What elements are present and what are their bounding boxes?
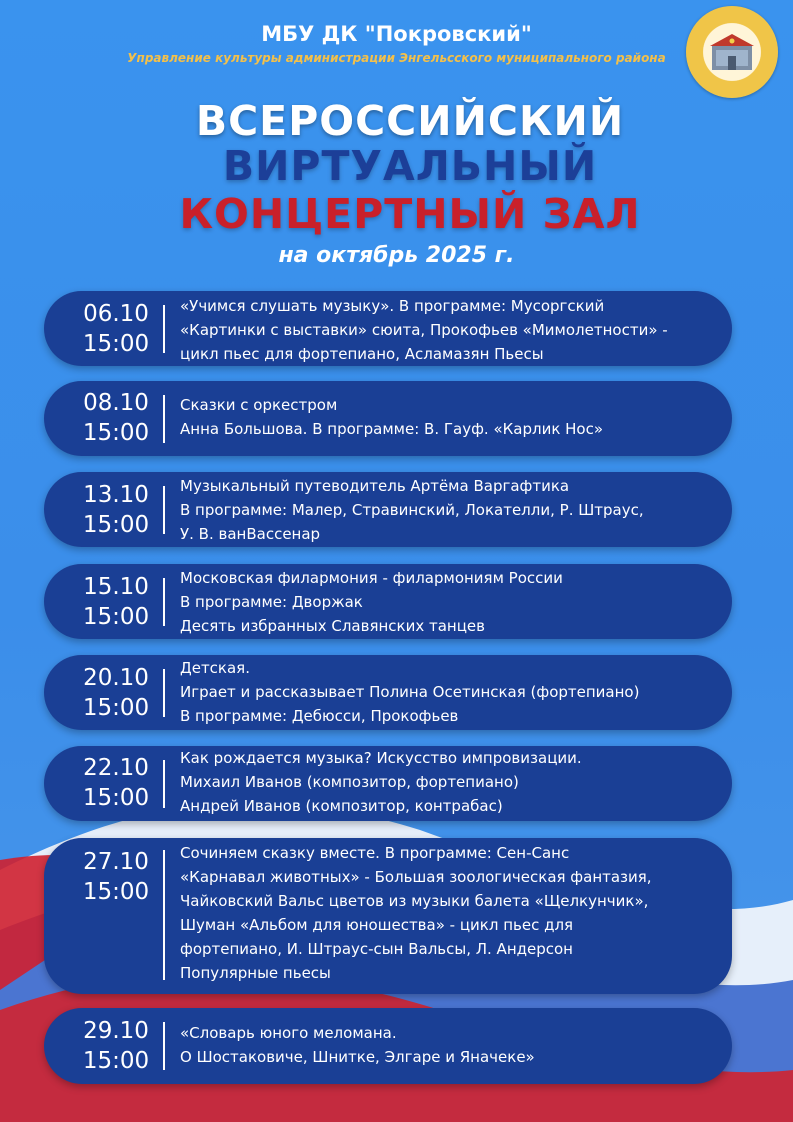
divider <box>163 760 165 808</box>
event-card <box>44 564 732 639</box>
event-time: 15:00 <box>82 604 150 630</box>
event-line: Андрей Иванов (композитор, контрабас) <box>180 797 503 815</box>
event-datetime <box>80 753 152 813</box>
title-line-1: ВСЕРОССИЙСКИЙ <box>195 97 625 145</box>
organization-name: МБУ ДК "Покровский" <box>261 22 532 46</box>
event-line: «Словарь юного меломана. <box>180 1024 397 1042</box>
event-line: В программе: Дворжак <box>180 593 363 611</box>
event-line: Популярные пьесы <box>180 964 331 982</box>
event-line: В программе: Малер, Стравинский, Локателли, Р. Штраус, <box>180 501 644 519</box>
event-date: 15.10 <box>83 574 149 600</box>
event-line: Михаил Иванов (композитор, фортепиано) <box>180 773 519 791</box>
event-description <box>180 656 716 728</box>
event-time: 15:00 <box>82 785 150 811</box>
event-description <box>180 566 716 638</box>
divider <box>163 486 165 534</box>
event-card <box>44 746 732 821</box>
event-line: У. В. ванВассенар <box>180 525 321 543</box>
event-line: «Карнавал животных» - Большая зоологическая фантазия, <box>180 868 652 886</box>
event-datetime <box>80 663 152 723</box>
event-description <box>180 841 716 985</box>
event-date: 13.10 <box>83 482 149 508</box>
event-datetime <box>80 388 152 448</box>
event-line: «Учимся слушать музыку». В программе: Мусоргский <box>180 297 605 315</box>
event-description <box>180 1021 716 1069</box>
divider <box>163 395 165 443</box>
event-time: 15:00 <box>82 879 150 905</box>
event-time: 15:00 <box>82 512 150 538</box>
event-line: Детская. <box>180 659 250 677</box>
event-date: 20.10 <box>83 665 149 691</box>
event-line: Десять избранных Славянских танцев <box>180 617 485 635</box>
event-line: Московская филармония - филармониям России <box>180 569 563 587</box>
event-line: Играет и рассказывает Полина Осетинская (фортепиано) <box>180 683 640 701</box>
event-line: Чайковский Вальс цветов из музыки балета «Щелкунчик», <box>180 892 649 910</box>
event-card <box>44 1008 732 1084</box>
event-card <box>44 472 732 547</box>
event-datetime <box>80 572 152 632</box>
divider <box>163 305 165 353</box>
divider <box>163 1022 165 1070</box>
divider <box>163 669 165 717</box>
event-card <box>44 381 732 456</box>
event-datetime <box>80 847 152 907</box>
event-line: Музыкальный путеводитель Артёма Варгафтика <box>180 477 570 495</box>
title-line-2: ВИРТУАЛЬНЫЙ <box>222 142 598 190</box>
event-line: Сказки с оркестром <box>180 396 338 414</box>
event-line: фортепиано, И. Штраус-сын Вальсы, Л. Андерсон <box>180 940 573 958</box>
event-datetime <box>80 299 152 359</box>
event-description <box>180 294 716 366</box>
event-description <box>180 474 716 546</box>
event-line: Сочиняем сказку вместе. В программе: Сен-Санс <box>180 844 570 862</box>
event-date: 27.10 <box>83 849 149 875</box>
divider <box>163 850 165 980</box>
event-line: Как рождается музыка? Искусство импровизации. <box>180 749 582 767</box>
event-card <box>44 655 732 730</box>
event-line: В программе: Дебюсси, Прокофьев <box>180 707 459 725</box>
event-time: 15:00 <box>82 1048 150 1074</box>
event-date: 06.10 <box>83 301 149 327</box>
event-card <box>44 838 732 994</box>
event-line: цикл пьес для фортепиано, Асламазян Пьесы <box>180 345 544 363</box>
event-line: Анна Большова. В программе: В. Гауф. «Карлик Нос» <box>180 420 604 438</box>
event-line: Шуман «Альбом для юношества» - цикл пьес для <box>180 916 574 934</box>
event-description <box>180 393 716 441</box>
event-time: 15:00 <box>82 695 150 721</box>
event-time: 15:00 <box>82 331 150 357</box>
title-line-3: КОНЦЕРТНЫЙ ЗАЛ <box>179 190 641 238</box>
event-description <box>180 746 716 818</box>
event-line: О Шостаковиче, Шнитке, Элгаре и Яначеке» <box>180 1048 535 1066</box>
period-subtitle: на октябрь 2025 г. <box>278 243 515 268</box>
event-date: 08.10 <box>83 390 149 416</box>
event-card <box>44 291 732 366</box>
event-date: 29.10 <box>83 1018 149 1044</box>
event-datetime <box>80 1016 152 1076</box>
event-datetime <box>80 480 152 540</box>
department-name: Управление культуры администрации Энгельсского муниципального района <box>127 51 666 65</box>
event-time: 15:00 <box>82 420 150 446</box>
event-line: «Картинки с выставки» сюита, Прокофьев «Мимолетности» - <box>180 321 668 339</box>
divider <box>163 578 165 626</box>
event-date: 22.10 <box>83 755 149 781</box>
